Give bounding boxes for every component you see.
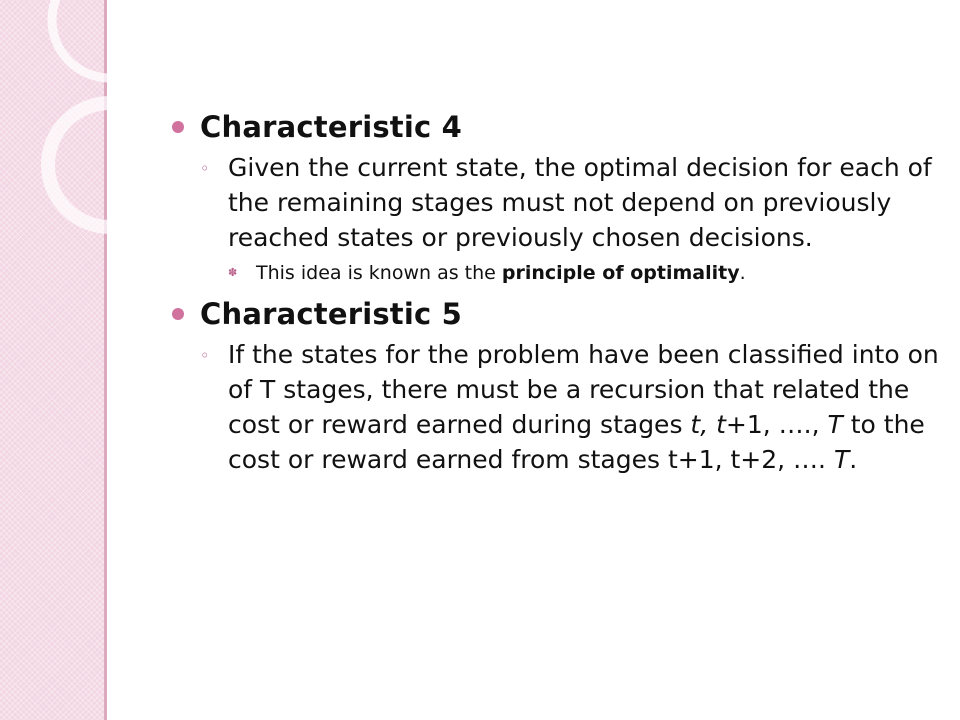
decorative-ring-top [52,0,140,78]
heading-characteristic-5: Characteristic 5 [200,297,463,331]
bullet-dot-icon [172,308,184,320]
text-part-5: to the cost or reward earned from stages t+1, t+2, …. [228,410,925,474]
slide-content [172,100,952,477]
ring-bullet-icon: ◦ [200,346,210,365]
sub-bullet-characteristic-5 [200,337,952,477]
bullet-characteristic-5 [172,297,952,331]
sub-bullet-text [228,337,952,477]
text-part-2-italic: t, t [690,410,726,439]
sub-bullet-text: Given the current state, the optimal decision for each of the remaining stages must not depend on previously reached states or previously chosen decisions. [228,153,932,252]
text-part-1: If the states for the problem have been classified into on of T stages, there must be a recursion that related the cost or reward earned during stages [228,340,939,439]
decorative-ring-bottom [48,103,140,227]
heading-characteristic-4: Characteristic 4 [200,110,463,144]
note-suffix: . [739,262,746,284]
bullet-characteristic-4 [172,110,952,144]
text-part-4-italic: T [827,410,843,439]
note-bold-term: principle of optimality [501,262,740,284]
note-prefix: This idea is known as the [256,262,502,284]
text-part-7: . [849,445,858,474]
sub-bullet-characteristic-4 [200,150,952,255]
decorative-rings [0,0,140,260]
ring-bullet-icon: ◦ [200,159,210,178]
text-part-6-italic: T [833,445,850,474]
small-star-bullet-icon: ✽ [228,266,238,279]
note-principle-of-optimality [228,259,952,287]
note-text [256,259,746,287]
text-part-3: +1, …., [725,410,828,439]
bullet-dot-icon [172,121,184,133]
